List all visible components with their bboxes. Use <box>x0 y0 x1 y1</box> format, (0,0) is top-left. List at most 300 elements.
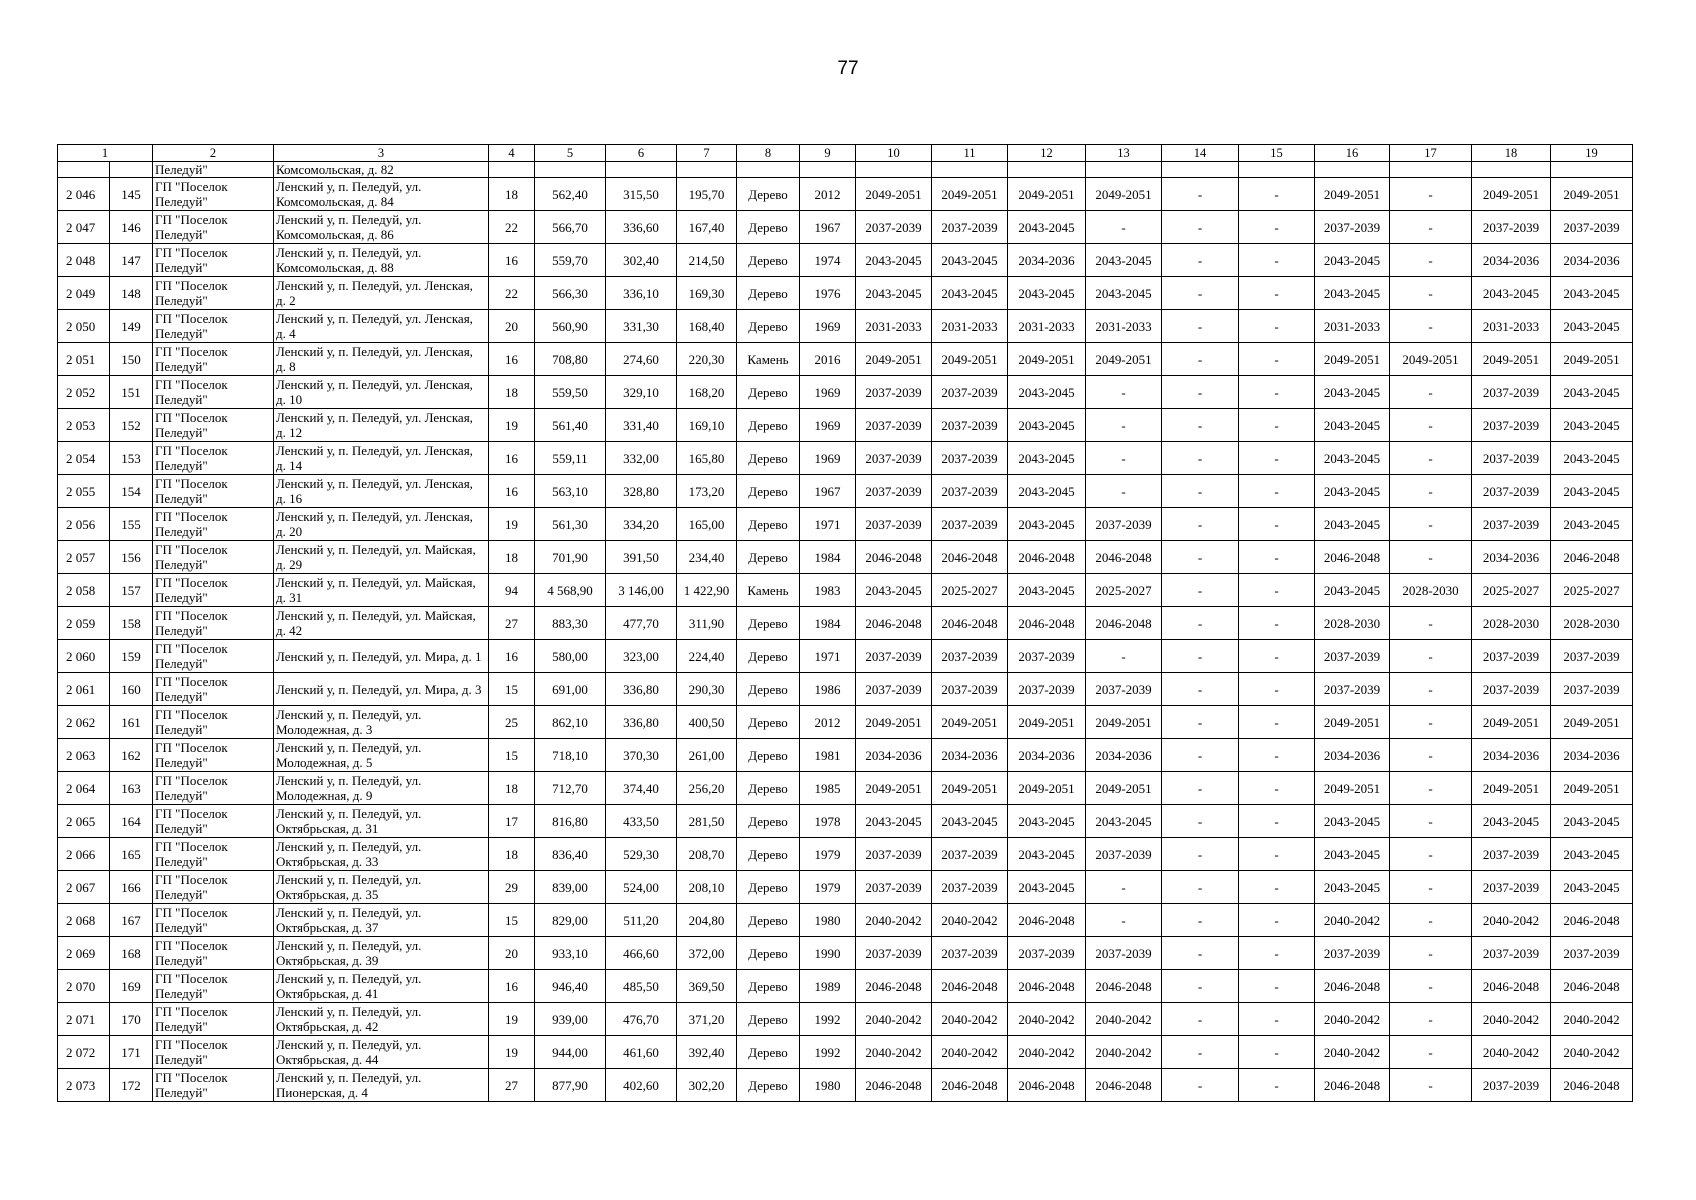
wall-material-cell: Дерево <box>737 541 800 574</box>
period-cell: 2037-2039 <box>1551 640 1633 673</box>
period-cell: 2040-2042 <box>856 904 932 937</box>
period-cell: 2037-2039 <box>1086 508 1162 541</box>
year-built-cell: 1983 <box>800 574 856 607</box>
period-cell: - <box>1390 310 1472 343</box>
apartments-cell: 16 <box>489 970 535 1003</box>
residential-area-cell: 302,40 <box>606 244 677 277</box>
address-cell: Ленский у, п. Пеледуй, ул. Майская, д. 29 <box>274 541 489 574</box>
period-cell: - <box>1162 277 1239 310</box>
year-built-cell: 1979 <box>800 838 856 871</box>
period-cell: - <box>1390 244 1472 277</box>
header-cell: 19 <box>1551 145 1633 162</box>
total-area-cell: 939,00 <box>535 1003 606 1036</box>
period-cell: 2046-2048 <box>1008 970 1086 1003</box>
nonresidential-area-cell: 165,00 <box>677 508 737 541</box>
owner-cell: ГП "Поселок Пеледуй" <box>153 871 274 904</box>
period-cell: 2043-2045 <box>1315 442 1390 475</box>
period-cell: 2049-2051 <box>1086 343 1162 376</box>
period-cell: 2046-2048 <box>1315 541 1390 574</box>
period-cell: 2025-2027 <box>932 574 1008 607</box>
period-cell: 2049-2051 <box>1086 772 1162 805</box>
row-number-cell: 2 063 <box>58 739 110 772</box>
period-cell: 2034-2036 <box>1008 739 1086 772</box>
nonresidential-area-cell: 256,20 <box>677 772 737 805</box>
header-row <box>58 145 1633 162</box>
period-cell: 2043-2045 <box>1551 838 1633 871</box>
nonresidential-area-cell: 169,10 <box>677 409 737 442</box>
period-cell: 2046-2048 <box>1551 1069 1633 1102</box>
period-cell: 2043-2045 <box>1551 376 1633 409</box>
header-cell: 10 <box>856 145 932 162</box>
local-number-cell: 147 <box>110 244 153 277</box>
period-cell: 2037-2039 <box>932 211 1008 244</box>
wall-material-cell: Дерево <box>737 310 800 343</box>
period-cell: - <box>1390 277 1472 310</box>
owner-cell: ГП "Поселок Пеледуй" <box>153 442 274 475</box>
period-cell: 2037-2039 <box>1472 1069 1551 1102</box>
total-area-cell: 883,30 <box>535 607 606 640</box>
local-number-cell: 145 <box>110 178 153 211</box>
total-area-cell: 877,90 <box>535 1069 606 1102</box>
nonresidential-area-cell: 302,20 <box>677 1069 737 1102</box>
address-cell: Ленский у, п. Пеледуй, ул. Пионерская, д. 4 <box>274 1069 489 1102</box>
period-cell: 2034-2036 <box>1315 739 1390 772</box>
owner-cell: ГП "Поселок Пеледуй" <box>153 541 274 574</box>
period-cell: 2040-2042 <box>1008 1036 1086 1069</box>
apartments-cell: 18 <box>489 541 535 574</box>
residential-area-cell: 477,70 <box>606 607 677 640</box>
period-cell: 2040-2042 <box>932 904 1008 937</box>
local-number-cell: 169 <box>110 970 153 1003</box>
apartments-cell: 18 <box>489 838 535 871</box>
period-cell: - <box>1390 706 1472 739</box>
wall-material-cell: Дерево <box>737 475 800 508</box>
period-cell: - <box>1239 508 1315 541</box>
period-cell: 2043-2045 <box>1086 805 1162 838</box>
total-area-cell: 566,70 <box>535 211 606 244</box>
local-number-cell: 153 <box>110 442 153 475</box>
wall-material-cell: Дерево <box>737 640 800 673</box>
nonresidential-area-cell: 220,30 <box>677 343 737 376</box>
apartments-cell: 16 <box>489 640 535 673</box>
owner-cell: ГП "Поселок Пеледуй" <box>153 1003 274 1036</box>
period-cell: - <box>1239 376 1315 409</box>
cell <box>1239 162 1315 178</box>
owner-cell: ГП "Поселок Пеледуй" <box>153 508 274 541</box>
period-cell: 2049-2051 <box>932 772 1008 805</box>
period-cell: 2037-2039 <box>932 442 1008 475</box>
period-cell: - <box>1239 475 1315 508</box>
table-row <box>58 343 1633 376</box>
period-cell: - <box>1390 805 1472 838</box>
header-cell: 3 <box>274 145 489 162</box>
address-cell: Ленский у, п. Пеледуй, ул. Октябрьская, д. 37 <box>274 904 489 937</box>
table-row <box>58 673 1633 706</box>
period-cell: - <box>1239 1036 1315 1069</box>
period-cell: 2049-2051 <box>1008 772 1086 805</box>
local-number-cell: 155 <box>110 508 153 541</box>
header-cell: 16 <box>1315 145 1390 162</box>
period-cell: 2031-2033 <box>932 310 1008 343</box>
residential-area-cell: 323,00 <box>606 640 677 673</box>
period-cell: 2037-2039 <box>932 937 1008 970</box>
period-cell: 2043-2045 <box>1008 376 1086 409</box>
local-number-cell: 164 <box>110 805 153 838</box>
period-cell: 2049-2051 <box>856 178 932 211</box>
period-cell: 2040-2042 <box>856 1003 932 1036</box>
address-cell: Ленский у, п. Пеледуй, ул. Ленская, д. 14 <box>274 442 489 475</box>
residential-area-cell: 402,60 <box>606 1069 677 1102</box>
period-cell: - <box>1239 706 1315 739</box>
period-cell: 2049-2051 <box>1315 772 1390 805</box>
wall-material-cell: Дерево <box>737 376 800 409</box>
owner-cell: ГП "Поселок Пеледуй" <box>153 574 274 607</box>
period-cell: - <box>1239 277 1315 310</box>
apartments-cell: 18 <box>489 376 535 409</box>
period-cell: 2049-2051 <box>856 343 932 376</box>
apartments-cell: 20 <box>489 937 535 970</box>
period-cell: 2037-2039 <box>932 640 1008 673</box>
apartments-cell: 19 <box>489 1003 535 1036</box>
residential-area-cell: 274,60 <box>606 343 677 376</box>
period-cell: 2040-2042 <box>1551 1036 1633 1069</box>
residential-area-cell: 332,00 <box>606 442 677 475</box>
address-cell: Ленский у, п. Пеледуй, ул. Молодежная, д. 3 <box>274 706 489 739</box>
period-cell: - <box>1390 211 1472 244</box>
period-cell: - <box>1162 211 1239 244</box>
period-cell: 2040-2042 <box>1551 1003 1633 1036</box>
address-cell: Ленский у, п. Пеледуй, ул. Октябрьская, д. 41 <box>274 970 489 1003</box>
period-cell: - <box>1390 1003 1472 1036</box>
period-cell: 2049-2051 <box>1551 706 1633 739</box>
period-cell: 2046-2048 <box>1472 970 1551 1003</box>
period-cell: - <box>1239 1069 1315 1102</box>
period-cell: 2034-2036 <box>1551 244 1633 277</box>
period-cell: 2037-2039 <box>1472 376 1551 409</box>
table-row <box>58 937 1633 970</box>
cell <box>58 162 110 178</box>
period-cell: 2034-2036 <box>1551 739 1633 772</box>
period-cell: 2049-2051 <box>1472 343 1551 376</box>
local-number-cell: 171 <box>110 1036 153 1069</box>
period-cell: - <box>1162 739 1239 772</box>
year-built-cell: 2012 <box>800 706 856 739</box>
total-area-cell: 559,11 <box>535 442 606 475</box>
period-cell: 2046-2048 <box>1086 541 1162 574</box>
period-cell: 2034-2036 <box>1472 244 1551 277</box>
period-cell: 2037-2039 <box>932 409 1008 442</box>
total-area-cell: 563,10 <box>535 475 606 508</box>
period-cell: 2043-2045 <box>1315 574 1390 607</box>
period-cell: - <box>1162 1069 1239 1102</box>
period-cell: 2043-2045 <box>1008 508 1086 541</box>
table-row <box>58 904 1633 937</box>
cell <box>606 162 677 178</box>
wall-material-cell: Дерево <box>737 673 800 706</box>
period-cell: 2046-2048 <box>1008 904 1086 937</box>
wall-material-cell: Дерево <box>737 871 800 904</box>
period-cell: 2037-2039 <box>856 475 932 508</box>
residential-area-cell: 476,70 <box>606 1003 677 1036</box>
residential-area-cell: 336,80 <box>606 673 677 706</box>
residential-area-cell: 329,10 <box>606 376 677 409</box>
owner-cell: ГП "Поселок Пеледуй" <box>153 607 274 640</box>
residential-area-cell: 370,30 <box>606 739 677 772</box>
address-cell: Ленский у, п. Пеледуй, ул. Мира, д. 3 <box>274 673 489 706</box>
wall-material-cell: Дерево <box>737 904 800 937</box>
nonresidential-area-cell: 195,70 <box>677 178 737 211</box>
address-cell: Ленский у, п. Пеледуй, ул. Ленская, д. 2 <box>274 277 489 310</box>
total-area-cell: 836,40 <box>535 838 606 871</box>
row-number-cell: 2 067 <box>58 871 110 904</box>
address-cell: Ленский у, п. Пеледуй, ул. Комсомольская, д. 84 <box>274 178 489 211</box>
row-number-cell: 2 051 <box>58 343 110 376</box>
cell <box>535 162 606 178</box>
local-number-cell: 172 <box>110 1069 153 1102</box>
owner-cell: ГП "Поселок Пеледуй" <box>153 706 274 739</box>
period-cell: - <box>1390 838 1472 871</box>
period-cell: 2046-2048 <box>1086 970 1162 1003</box>
period-cell: 2040-2042 <box>1315 1003 1390 1036</box>
period-cell: 2037-2039 <box>932 508 1008 541</box>
row-number-cell: 2 047 <box>58 211 110 244</box>
period-cell: 2049-2051 <box>1008 706 1086 739</box>
residential-area-cell: 485,50 <box>606 970 677 1003</box>
residential-area-cell: 433,50 <box>606 805 677 838</box>
apartments-cell: 22 <box>489 211 535 244</box>
row-number-cell: 2 046 <box>58 178 110 211</box>
owner-cell: Пеледуй" <box>153 162 274 178</box>
period-cell: 2025-2027 <box>1551 574 1633 607</box>
wall-material-cell: Дерево <box>737 937 800 970</box>
apartments-cell: 27 <box>489 607 535 640</box>
nonresidential-area-cell: 281,50 <box>677 805 737 838</box>
apartments-cell: 19 <box>489 409 535 442</box>
period-cell: - <box>1086 409 1162 442</box>
nonresidential-area-cell: 234,40 <box>677 541 737 574</box>
table-row <box>58 277 1633 310</box>
table-row <box>58 970 1633 1003</box>
table-row <box>58 739 1633 772</box>
cell <box>932 162 1008 178</box>
header-cell: 7 <box>677 145 737 162</box>
period-cell: 2040-2042 <box>932 1036 1008 1069</box>
table-row <box>58 1003 1633 1036</box>
address-cell: Комсомольская, д. 82 <box>274 162 489 178</box>
row-number-cell: 2 048 <box>58 244 110 277</box>
period-cell: - <box>1162 310 1239 343</box>
period-cell: 2037-2039 <box>1551 673 1633 706</box>
apartments-cell: 17 <box>489 805 535 838</box>
period-cell: 2043-2045 <box>1008 475 1086 508</box>
nonresidential-area-cell: 372,00 <box>677 937 737 970</box>
row-number-cell: 2 070 <box>58 970 110 1003</box>
period-cell: - <box>1390 1069 1472 1102</box>
page-number: 77 <box>837 58 859 79</box>
residential-area-cell: 336,80 <box>606 706 677 739</box>
table-row <box>58 442 1633 475</box>
year-built-cell: 2016 <box>800 343 856 376</box>
row-number-cell: 2 054 <box>58 442 110 475</box>
year-built-cell: 1971 <box>800 640 856 673</box>
period-cell: 2043-2045 <box>1008 442 1086 475</box>
period-cell: - <box>1239 178 1315 211</box>
period-cell: - <box>1086 442 1162 475</box>
total-area-cell: 829,00 <box>535 904 606 937</box>
wall-material-cell: Дерево <box>737 442 800 475</box>
year-built-cell: 1992 <box>800 1036 856 1069</box>
address-cell: Ленский у, п. Пеледуй, ул. Мира, д. 1 <box>274 640 489 673</box>
year-built-cell: 1969 <box>800 442 856 475</box>
period-cell: 2043-2045 <box>1008 574 1086 607</box>
year-built-cell: 1969 <box>800 310 856 343</box>
period-cell: 2049-2051 <box>1008 343 1086 376</box>
total-area-cell: 946,40 <box>535 970 606 1003</box>
period-cell: - <box>1086 211 1162 244</box>
header-cell: 9 <box>800 145 856 162</box>
nonresidential-area-cell: 1 422,90 <box>677 574 737 607</box>
period-cell: 2043-2045 <box>932 244 1008 277</box>
period-cell: 2043-2045 <box>1008 277 1086 310</box>
period-cell: 2043-2045 <box>1315 838 1390 871</box>
table-row <box>58 475 1633 508</box>
year-built-cell: 1976 <box>800 277 856 310</box>
cell <box>1162 162 1239 178</box>
period-cell: 2037-2039 <box>1472 673 1551 706</box>
period-cell: - <box>1390 475 1472 508</box>
address-cell: Ленский у, п. Пеледуй, ул. Ленская, д. 20 <box>274 508 489 541</box>
period-cell: - <box>1162 607 1239 640</box>
row-number-cell: 2 049 <box>58 277 110 310</box>
period-cell: - <box>1162 475 1239 508</box>
period-cell: 2031-2033 <box>1472 310 1551 343</box>
period-cell: 2037-2039 <box>856 640 932 673</box>
period-cell: 2049-2051 <box>1551 178 1633 211</box>
row-number-cell: 2 061 <box>58 673 110 706</box>
period-cell: - <box>1239 805 1315 838</box>
header-cell: 8 <box>737 145 800 162</box>
period-cell: 2046-2048 <box>932 1069 1008 1102</box>
period-cell: 2037-2039 <box>1472 211 1551 244</box>
period-cell: 2043-2045 <box>1315 277 1390 310</box>
period-cell: - <box>1390 871 1472 904</box>
table-row <box>58 1036 1633 1069</box>
row-number-cell: 2 064 <box>58 772 110 805</box>
residential-area-cell: 334,20 <box>606 508 677 541</box>
table-row <box>58 508 1633 541</box>
header-cell: 2 <box>153 145 274 162</box>
nonresidential-area-cell: 371,20 <box>677 1003 737 1036</box>
wall-material-cell: Дерево <box>737 409 800 442</box>
residential-area-cell: 3 146,00 <box>606 574 677 607</box>
year-built-cell: 1980 <box>800 1069 856 1102</box>
housing-registry-table <box>57 144 1633 1102</box>
period-cell: - <box>1162 673 1239 706</box>
period-cell: - <box>1239 211 1315 244</box>
apartments-cell: 18 <box>489 772 535 805</box>
period-cell: - <box>1162 1036 1239 1069</box>
wall-material-cell: Дерево <box>737 805 800 838</box>
year-built-cell: 1992 <box>800 1003 856 1036</box>
period-cell: 2028-2030 <box>1551 607 1633 640</box>
period-cell: 2037-2039 <box>1008 937 1086 970</box>
apartments-cell: 15 <box>489 904 535 937</box>
period-cell: 2046-2048 <box>932 541 1008 574</box>
nonresidential-area-cell: 214,50 <box>677 244 737 277</box>
period-cell: - <box>1390 772 1472 805</box>
period-cell: 2028-2030 <box>1472 607 1551 640</box>
owner-cell: ГП "Поселок Пеледуй" <box>153 640 274 673</box>
total-area-cell: 560,90 <box>535 310 606 343</box>
wall-material-cell: Дерево <box>737 772 800 805</box>
residential-area-cell: 391,50 <box>606 541 677 574</box>
owner-cell: ГП "Поселок Пеледуй" <box>153 277 274 310</box>
owner-cell: ГП "Поселок Пеледуй" <box>153 937 274 970</box>
cell <box>1551 162 1633 178</box>
row-number-cell: 2 053 <box>58 409 110 442</box>
year-built-cell: 1984 <box>800 607 856 640</box>
table-row <box>58 409 1633 442</box>
local-number-cell: 166 <box>110 871 153 904</box>
period-cell: 2046-2048 <box>1551 970 1633 1003</box>
owner-cell: ГП "Поселок Пеледуй" <box>153 739 274 772</box>
period-cell: - <box>1239 673 1315 706</box>
address-cell: Ленский у, п. Пеледуй, ул. Ленская, д. 4 <box>274 310 489 343</box>
local-number-cell: 165 <box>110 838 153 871</box>
row-number-cell: 2 072 <box>58 1036 110 1069</box>
period-cell: - <box>1390 607 1472 640</box>
period-cell: - <box>1390 739 1472 772</box>
nonresidential-area-cell: 261,00 <box>677 739 737 772</box>
residential-area-cell: 331,30 <box>606 310 677 343</box>
period-cell: - <box>1239 442 1315 475</box>
period-cell: 2046-2048 <box>932 607 1008 640</box>
period-cell: - <box>1086 871 1162 904</box>
period-cell: - <box>1390 508 1472 541</box>
apartments-cell: 18 <box>489 178 535 211</box>
row-number-cell: 2 057 <box>58 541 110 574</box>
period-cell: - <box>1086 640 1162 673</box>
period-cell: 2037-2039 <box>932 475 1008 508</box>
wall-material-cell: Дерево <box>737 706 800 739</box>
total-area-cell: 580,00 <box>535 640 606 673</box>
address-cell: Ленский у, п. Пеледуй, ул. Ленская, д. 12 <box>274 409 489 442</box>
period-cell: - <box>1162 178 1239 211</box>
residential-area-cell: 511,20 <box>606 904 677 937</box>
period-cell: - <box>1239 541 1315 574</box>
address-cell: Ленский у, п. Пеледуй, ул. Молодежная, д. 9 <box>274 772 489 805</box>
table-row <box>58 541 1633 574</box>
wall-material-cell: Дерево <box>737 277 800 310</box>
period-cell: 2043-2045 <box>1008 211 1086 244</box>
period-cell: 2043-2045 <box>1086 244 1162 277</box>
table-row <box>58 376 1633 409</box>
period-cell: 2043-2045 <box>1551 871 1633 904</box>
apartments-cell: 16 <box>489 442 535 475</box>
address-cell: Ленский у, п. Пеледуй, ул. Ленская, д. 16 <box>274 475 489 508</box>
period-cell: 2037-2039 <box>1472 937 1551 970</box>
period-cell: 2049-2051 <box>1315 706 1390 739</box>
period-cell: - <box>1162 343 1239 376</box>
local-number-cell: 161 <box>110 706 153 739</box>
period-cell: 2043-2045 <box>932 805 1008 838</box>
period-cell: 2046-2048 <box>856 970 932 1003</box>
period-cell: 2037-2039 <box>856 838 932 871</box>
period-cell: 2037-2039 <box>856 508 932 541</box>
period-cell: 2031-2033 <box>856 310 932 343</box>
wall-material-cell: Дерево <box>737 739 800 772</box>
period-cell: 2037-2039 <box>1086 673 1162 706</box>
